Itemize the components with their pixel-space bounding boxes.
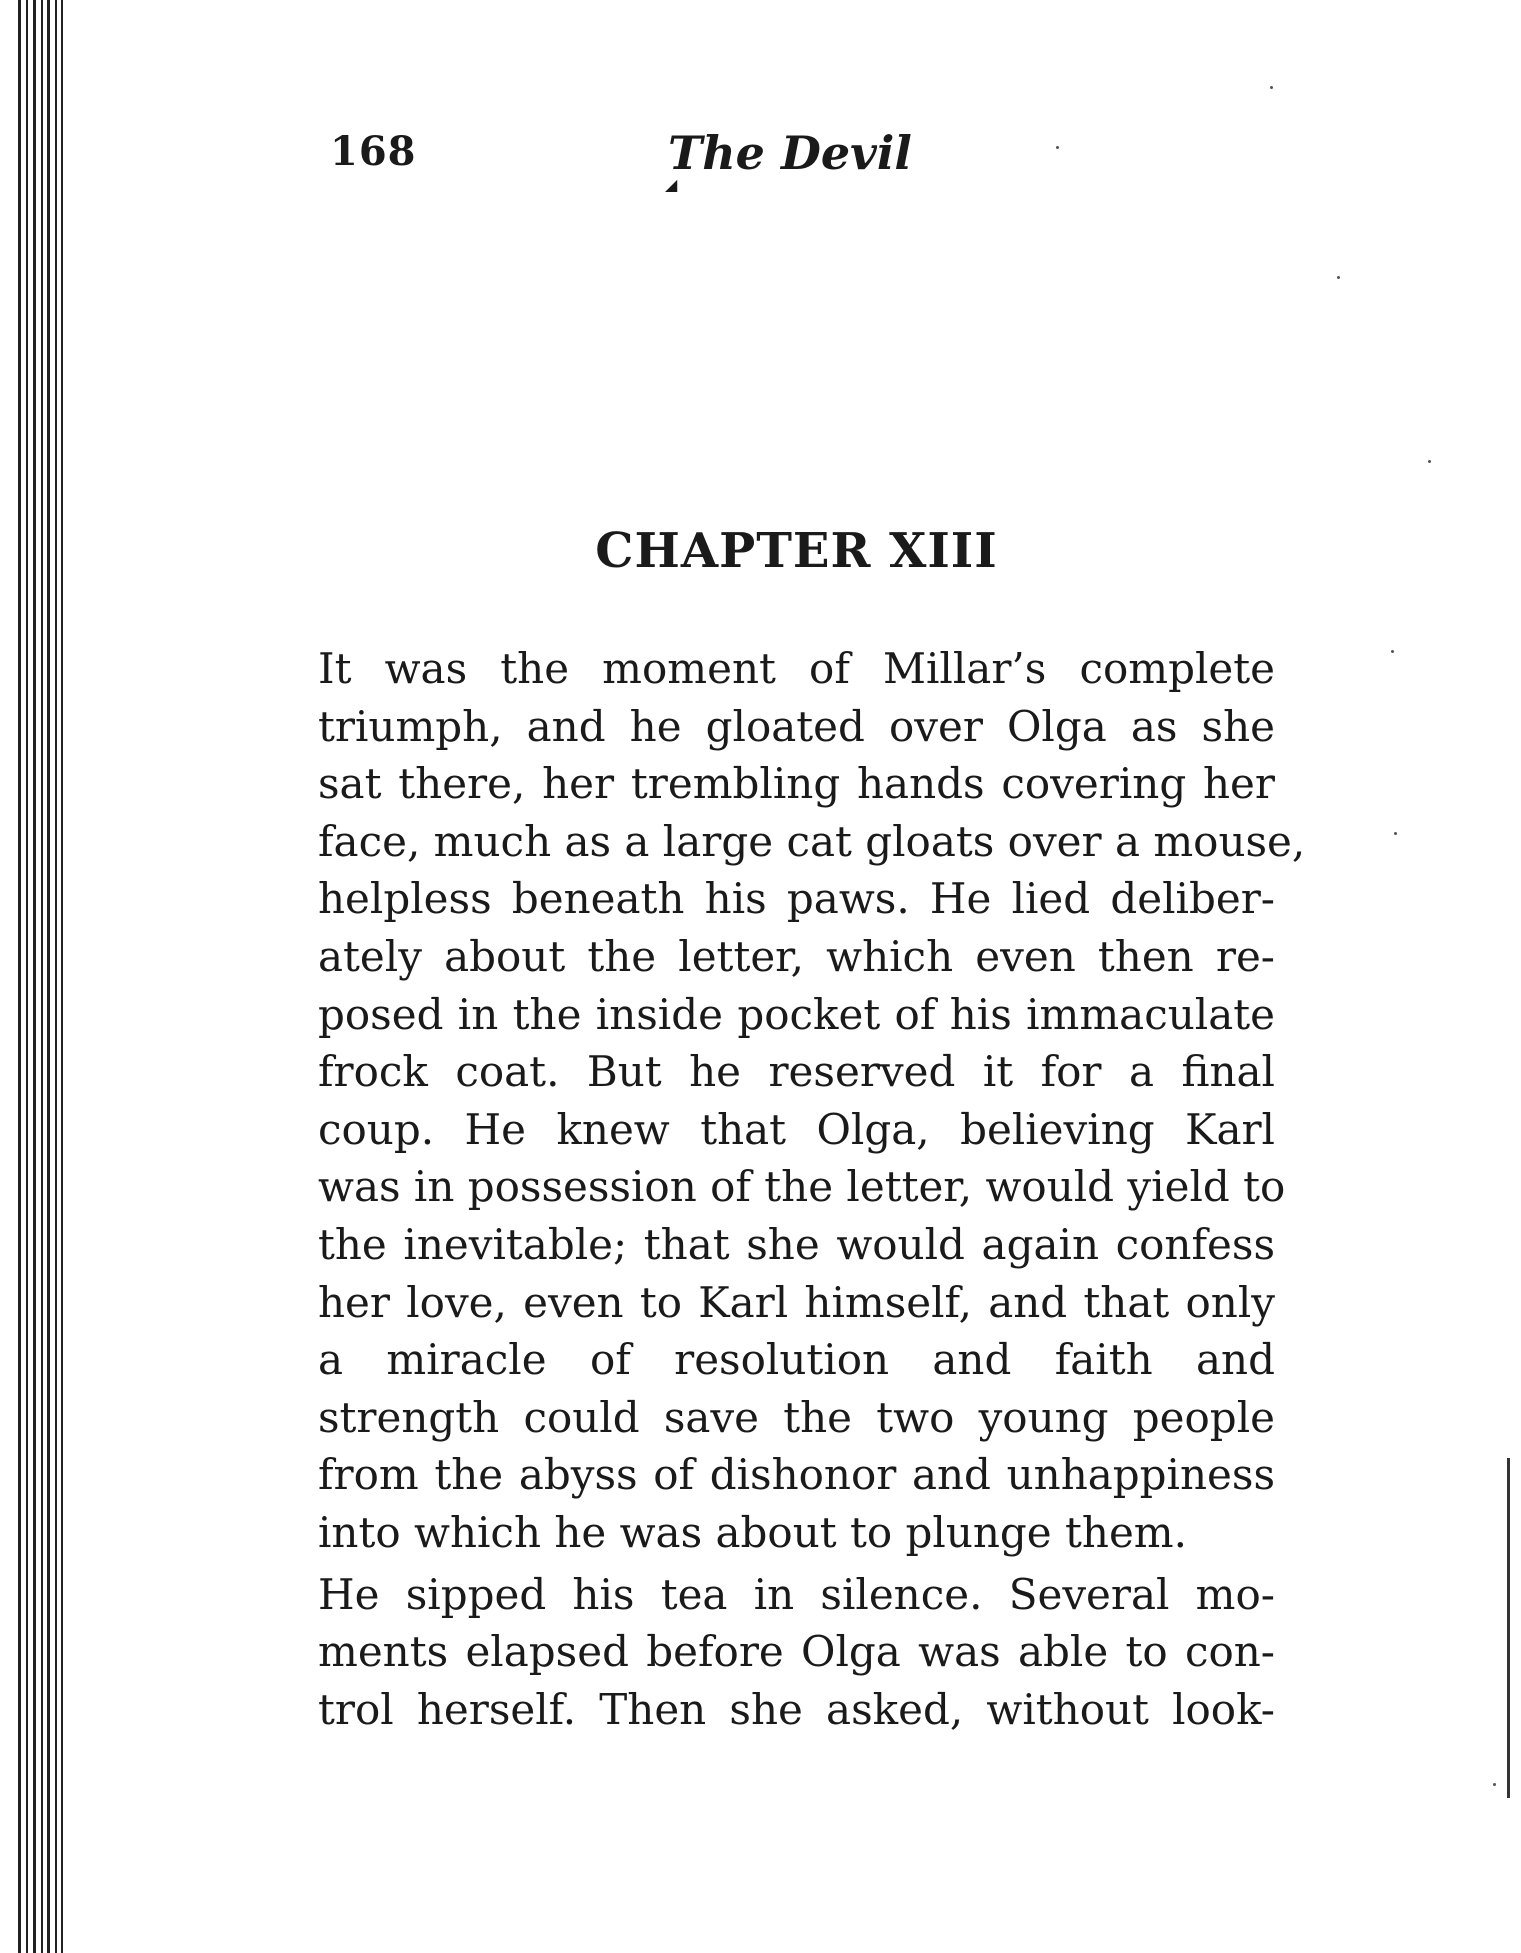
scan-speck bbox=[1270, 86, 1273, 89]
text-line: coup. He knew that Olga, believing Karl bbox=[318, 1104, 1275, 1154]
text-line: posed in the inside pocket of his immaculate bbox=[318, 989, 1275, 1039]
text-line: helpless beneath his paws. He lied deliber- bbox=[318, 874, 1275, 924]
scan-speck bbox=[1428, 460, 1431, 463]
text-line: trol herself. Then she asked, without look- bbox=[318, 1684, 1275, 1734]
page-number: 168 bbox=[330, 128, 417, 175]
chapter-heading: CHAPTER XIII bbox=[595, 523, 998, 579]
text-line: frock coat. But he reserved it for a final bbox=[318, 1047, 1275, 1097]
paragraph bbox=[318, 640, 1306, 1562]
binding-gutter bbox=[0, 0, 70, 1953]
text-line: It was the moment of Millar’s complete bbox=[318, 644, 1275, 693]
text-line: was in possession of the letter, would yield to bbox=[318, 1162, 1286, 1212]
text-line: from the abyss of dishonor and unhappiness bbox=[318, 1450, 1275, 1500]
text-line: the inevitable; that she would again confess bbox=[318, 1219, 1275, 1269]
text-line: triumph, and he gloated over Olga as she bbox=[318, 701, 1275, 751]
text-line: strength could save the two young people bbox=[318, 1392, 1275, 1442]
scan-speck bbox=[1493, 1783, 1496, 1786]
running-title: The Devil bbox=[668, 126, 912, 180]
text-line: her love, even to Karl himself, and that only bbox=[318, 1277, 1275, 1327]
text-line: sat there, her trembling hands covering her bbox=[318, 759, 1275, 809]
body-text bbox=[318, 640, 1306, 1738]
text-line: He sipped his tea in silence. Several mo- bbox=[318, 1569, 1275, 1619]
scan-speck bbox=[1394, 832, 1397, 835]
scan-speck bbox=[1391, 650, 1394, 653]
text-line: a miracle of resolution and faith and bbox=[318, 1335, 1275, 1385]
text-line: face, much as a large cat gloats over a mouse, bbox=[318, 816, 1306, 866]
scan-speck bbox=[1337, 276, 1340, 279]
text-line: ments elapsed before Olga was able to con- bbox=[318, 1627, 1275, 1677]
print-mark: ◢ bbox=[665, 175, 678, 194]
right-edge-rule bbox=[1507, 1458, 1510, 1798]
paragraph bbox=[318, 1566, 1275, 1739]
text-line: ately about the letter, which even then re- bbox=[318, 931, 1275, 981]
text-line: into which he was about to plunge them. bbox=[318, 1507, 1187, 1557]
scan-speck bbox=[1056, 146, 1059, 149]
